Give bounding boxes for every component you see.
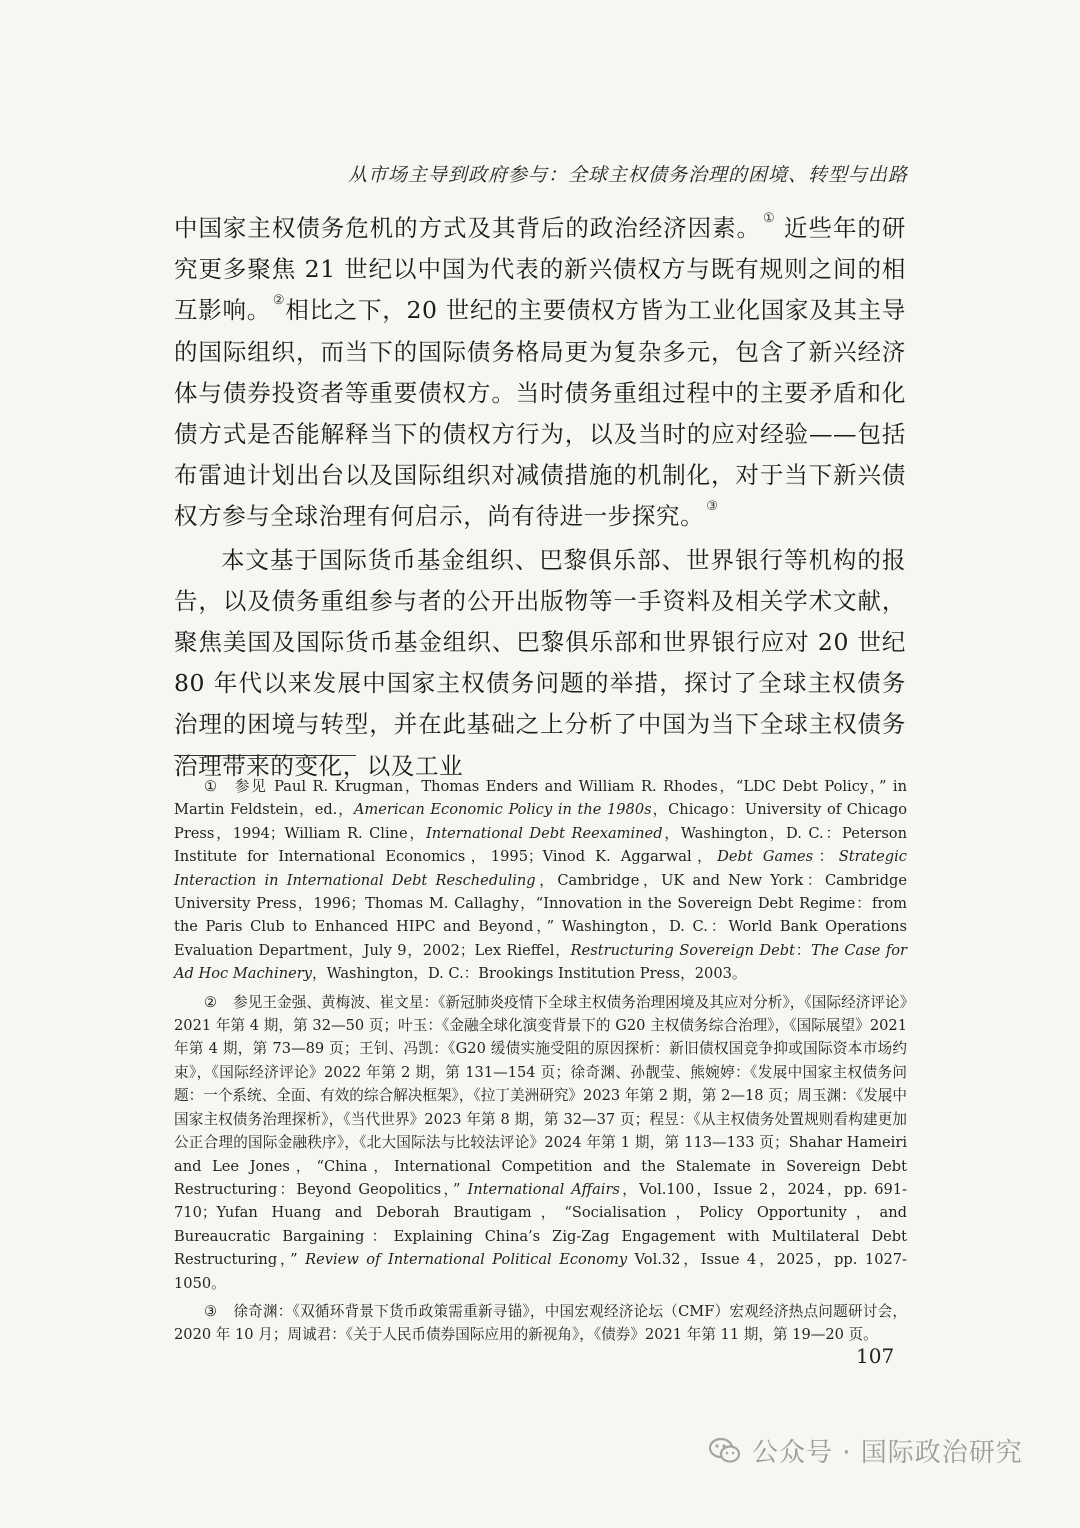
footnote-mark: ③ — [204, 1302, 218, 1320]
page-number: 107 — [856, 1344, 895, 1368]
footnote-text: ，Vol.100，Issue 2，2024，pp. 691-710；Yufan Huang and Deborah Brautigam，“Socialisation，Policy Opportunity，and Bureaucratic Bargaining：Explaining China’s Zig-Zag Engagement with Multilateral Debt Restructuring，” — [174, 1180, 907, 1269]
footnote-ref-1[interactable]: ① — [763, 211, 776, 226]
footnote-text: 参见王金强、黄梅波、崔文星：《新冠肺炎疫情下全球主权债务治理困境及其应对分析》，《国际经济评论》2021 年第 4 期，第 32—50 页；叶玉：《金融全球化演变背景下的 G20 主权债务综合治理》，《国际展望》2021 年第 4 期，第 73—89 页；王钊、冯凯：《G20 缓债实施受阻的原因探析：新旧债权国竞争抑或国际资本市场约束》，《国际经济评论》2022 年第 2 期，第 131—154 页；徐奇渊、孙靓莹、熊婉婷：《发展中国家主权债务问题：一个系统、全面、有效的综合解决框架》，《拉丁美洲研究》2023 年第 2 期，第 2—18 页；周玉渊：《发展中国家主权债务治理探析》，《当代世界》2023 年第 8 期，第 32—37 页；程昱：《从主权债务处置规则看构建更加公正合理的国际金融秩序》，《北大国际法与比较法评论》2024 年第 1 期，第 113—133 页；Shahar Hameiri and Lee Jones，“China，International Competition and the Stalemate in Sovereign Debt Restructuring：Beyond Geopolitics，” — [174, 993, 907, 1198]
para1-text-a: 中国家主权债务危机的方式及其背后的政治经济因素。 — [174, 214, 761, 242]
footnote-1 — [174, 775, 907, 986]
footnote-italic-title: Debt Games — [717, 848, 814, 866]
watermark — [708, 1432, 1023, 1469]
footnote-text: ，Cambridge，UK and New York：Cambridge University Press，1996；Thomas M. Callaghy，“Innovation in the Sovereign Debt Regime：from the Paris Club to Enhanced HIPC and Beyond，” Washington，D. C.：World Bank Operations Evaluation Department，July 9，2002；Lex Rieffel， — [174, 871, 907, 959]
watermark-text: 公众号 · 国际政治研究 — [752, 1438, 1023, 1468]
main-body — [174, 208, 906, 787]
footnote-text: 徐奇渊：《双循环背景下货币政策需重新寻锚》，中国宏观经济论坛（CMF）宏观经济热点问题研讨会，2020 年 10 月；周诚君：《关于人民币债券国际应用的新视角》，《债券》2021 年第 11 期，第 19—20 页。 — [174, 1302, 907, 1344]
footnote-text: ，Chicago：University of Chicago Press，1994；William R. Cline， — [174, 801, 908, 842]
footnote-italic-title: American Economic Policy in the 1980s — [353, 801, 652, 819]
footnote-text: ： — [813, 848, 839, 866]
footnote-text: ，Washington，D. C.：Brookings Institution Press，2003。 — [312, 965, 747, 983]
footnote-text: ： — [794, 941, 812, 959]
footnotes — [174, 775, 907, 1352]
running-header: 从市场主导到政府参与：全球主权债务治理的困境、转型与出路 — [347, 164, 908, 186]
footnote-italic-title: International Debt Reexamined — [426, 824, 663, 842]
footnote-italic-title: International Affairs — [467, 1180, 620, 1198]
paragraph-1 — [174, 208, 906, 538]
footnote-divider — [174, 755, 356, 756]
para1-text-c: 相比之下，20 世纪的主要债权方皆为工业化国家及其主导的国际组织，而当下的国际债务格局更为复杂多元，包含了新兴经济体与债券投资者等重要债权方。当时债务重组过程中的主要矛盾和化债方式是否能解释当下的债权方行为，以及当时的应对经验——包括布雷迪计划出台以及国际组织对减债措施的机制化，对于当下新兴债权方参与全球治理有何启示，尚有待进一步探究。 — [174, 296, 906, 531]
footnote-ref-3[interactable]: ③ — [706, 499, 719, 515]
footnote-mark: ② — [204, 993, 218, 1011]
footnote-2 — [174, 991, 907, 1295]
footnote-mark: ① — [204, 778, 219, 795]
paragraph-2: 本文基于国际货币基金组织、巴黎俱乐部、世界银行等机构的报告，以及债务重组参与者的公开出版物等一手资料及相关学术文献，聚焦美国及国际货币基金组织、巴黎俱乐部和世界银行应对 20 世纪 80 年代以来发展中国家主权债务问题的举措，探讨了全球主权债务治理的困境与转型，并在此基础之上分析了中国为当下全球主权债务治理带来的变化，以及工业 — [174, 545, 906, 780]
para1-text-b: 近些年的研究更多聚焦 21 世纪以中国为代表的新兴债权方与既有规则之间的相互影响。 — [174, 214, 906, 325]
footnote-italic-title: Restructuring Sovereign Debt — [570, 941, 795, 959]
footnote-ref-2[interactable]: ② — [272, 293, 286, 309]
footnote-text: ，Washington，D. C.：Peterson Institute for International Economics，1995；Vinod K. Aggarwal， — [174, 824, 907, 866]
footnote-italic-title: The Case for Ad Hoc Machinery — [174, 941, 907, 983]
footnote-3 — [174, 1300, 907, 1347]
footnote-italic-title: Review of International Political Economy — [305, 1251, 628, 1269]
wechat-icon — [708, 1436, 742, 1466]
footnote-text: Vol.32，Issue 4，2025，pp. 1027-1050。 — [174, 1251, 907, 1292]
footnote-italic-title: Strategic Interaction in International Debt Rescheduling — [174, 848, 907, 889]
footnote-text: 参见 Paul R. Krugman，Thomas Enders and William R. Rhodes，“LDC Debt Policy，” in Martin Feldstein，ed.， — [174, 778, 907, 819]
